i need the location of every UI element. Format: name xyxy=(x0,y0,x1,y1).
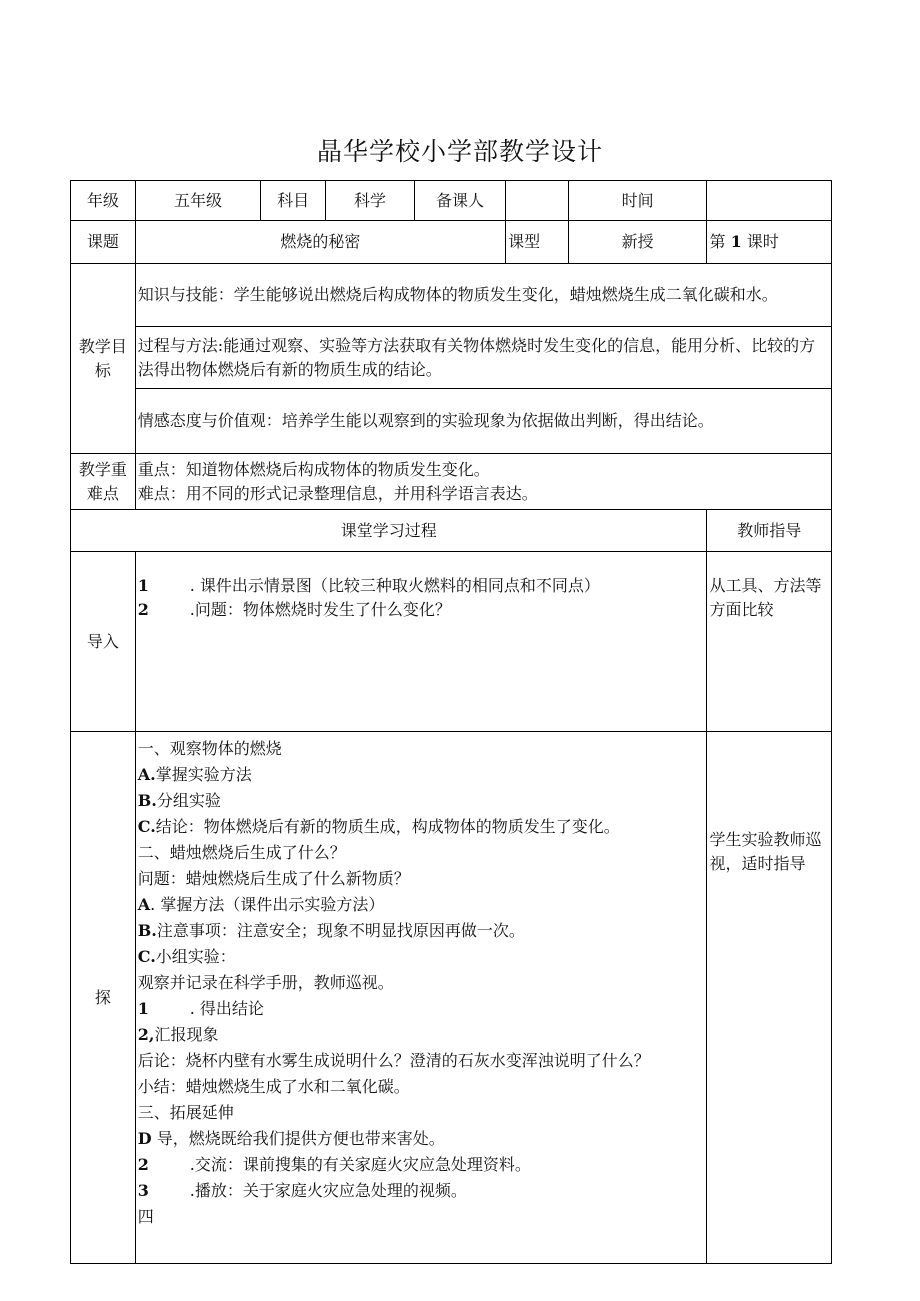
period-prefix: 第 xyxy=(709,232,726,251)
explore-line-text: . 得出结论 xyxy=(189,999,264,1018)
difficult-point: 难点：用不同的形式记录整理信息，并用科学语言表达。 xyxy=(137,483,538,503)
objective-knowledge: 知识与技能：学生能够说出燃烧后构成物体的物质发生变化，蜡烛燃烧生成二氧化碳和水。 xyxy=(137,285,778,305)
explore-line xyxy=(138,788,705,814)
explore-line-marker: B. xyxy=(137,921,157,940)
explore-line-marker: 1 xyxy=(137,999,149,1018)
explore-line-text: 小组实验： xyxy=(155,947,236,966)
explore-line-marker: C. xyxy=(137,947,156,966)
explore-line-text: 三、拓展延伸 xyxy=(137,1103,234,1122)
key-points-label: 教学重难点 xyxy=(71,454,136,510)
explore-line-marker: C. xyxy=(137,817,156,836)
explore-content xyxy=(135,732,707,1264)
explore-line-text: 二、蜡烛燃烧后生成了什么？ xyxy=(137,843,346,862)
explore-line-marker: 2 xyxy=(137,1155,149,1174)
explore-line-text: 分组实验 xyxy=(156,791,221,810)
lesson-plan-table xyxy=(70,180,832,1264)
explore-line-text: 掌握实验方法 xyxy=(155,765,252,784)
intro-text: .问题：物体燃烧时发生了什么变化？ xyxy=(189,600,451,619)
explore-guide: 学生实验教师巡视，适时指导 xyxy=(707,732,832,1264)
explore-line-text: 结论：物体燃烧后有新的物质生成，构成物体的物质发生了变化。 xyxy=(155,817,620,836)
explore-line-text: 汇报现象 xyxy=(154,1025,219,1044)
grade-value: 五年级 xyxy=(135,181,260,221)
explore-line-text: 四 xyxy=(137,1207,154,1226)
explore-line-marker: 3 xyxy=(137,1181,149,1200)
teacher-label: 备课人 xyxy=(415,181,506,221)
explore-line xyxy=(138,762,705,788)
intro-row xyxy=(71,552,832,732)
process-header-left: 课堂学习过程 xyxy=(71,510,707,552)
explore-line xyxy=(138,1048,705,1074)
explore-label: 探 xyxy=(71,732,136,1264)
topic-label: 课题 xyxy=(71,221,136,264)
explore-line-text: .交流：课前搜集的有关家庭火灾应急处理资料。 xyxy=(189,1155,531,1174)
explore-line xyxy=(138,892,705,918)
explore-line-text: 导，燃烧既给我们提供方便也带来害处。 xyxy=(151,1129,445,1148)
explore-line xyxy=(138,1074,705,1100)
explore-line-text: 观察并记录在科学手册，教师巡视。 xyxy=(137,973,394,992)
intro-text: . 课件出示情景图（比较三种取火燃料的相同点和不同点） xyxy=(189,576,600,595)
explore-line xyxy=(138,1204,705,1230)
period-suffix: 课时 xyxy=(746,232,779,251)
important-point: 重点：知道物体燃烧后构成物体的物质发生变化。 xyxy=(137,459,490,479)
time-value xyxy=(707,181,832,221)
explore-line-marker: A xyxy=(137,895,151,914)
objective-attitude: 情感态度与价值观：培养学生能以观察到的实验现象为依据做出判断，得出结论。 xyxy=(136,389,831,453)
explore-line-marker: A. xyxy=(137,765,156,784)
key-points-row xyxy=(71,454,832,510)
explore-line-text: 后论：烧杯内壁有水雾生成说明什么？澄清的石灰水变浑浊说明了什么？ xyxy=(137,1051,650,1070)
explore-line xyxy=(138,996,705,1022)
objective-process: 过程与方法:能通过观察、实验等方法获取有关物体燃烧时发生变化的信息，能用分析、比较的方法得出物体燃烧后有新的物质生成的结论。 xyxy=(136,327,831,389)
intro-guide: 从工具、方法等方面比较 xyxy=(707,552,832,732)
intro-num: 2 xyxy=(137,600,149,619)
type-label: 课型 xyxy=(506,221,569,264)
key-points-cell xyxy=(135,454,831,510)
explore-line xyxy=(138,814,705,840)
objectives-list xyxy=(136,265,831,453)
type-value: 新授 xyxy=(568,221,707,264)
page-title: 晶华学校小学部教学设计 xyxy=(316,137,603,166)
objectives-label: 教学目标 xyxy=(71,264,136,454)
period-cell xyxy=(707,221,832,264)
explore-row xyxy=(71,732,832,1264)
process-header-right: 教师指导 xyxy=(707,510,832,552)
explore-line-text: 一、观察物体的燃烧 xyxy=(137,739,282,758)
explore-line-marker: B. xyxy=(137,791,157,810)
explore-line-text: .播放：关于家庭火灾应急处理的视频。 xyxy=(189,1181,467,1200)
intro-num: 1 xyxy=(137,576,149,595)
explore-line-text: 小结：蜡烛燃烧生成了水和二氧化碳。 xyxy=(137,1077,410,1096)
explore-line xyxy=(138,1152,705,1178)
explore-line xyxy=(138,944,705,970)
explore-line xyxy=(138,970,705,996)
intro-label: 导入 xyxy=(71,552,136,732)
explore-line xyxy=(138,840,705,866)
explore-line xyxy=(138,918,705,944)
subject-value: 科学 xyxy=(325,181,414,221)
explore-line xyxy=(138,866,705,892)
subject-label: 科目 xyxy=(261,181,326,221)
lesson-row xyxy=(71,221,832,264)
explore-line-marker: D xyxy=(137,1129,152,1148)
grade-label: 年级 xyxy=(71,181,136,221)
teacher-value xyxy=(506,181,569,221)
explore-line xyxy=(138,1100,705,1126)
topic-value: 燃烧的秘密 xyxy=(135,221,505,264)
time-label: 时间 xyxy=(568,181,707,221)
explore-line-text: 问题：蜡烛燃烧后生成了什么新物质？ xyxy=(137,869,410,888)
period-number: 1 xyxy=(730,232,742,251)
objectives-row xyxy=(71,264,832,454)
explore-line-marker: 2, xyxy=(137,1025,155,1044)
explore-line xyxy=(138,1178,705,1204)
intro-line xyxy=(138,598,705,622)
objectives-cell xyxy=(135,264,831,454)
explore-line xyxy=(138,1126,705,1152)
intro-line xyxy=(138,574,705,598)
explore-lines xyxy=(138,736,705,1230)
process-header-row xyxy=(71,510,832,552)
explore-line-text: . 掌握方法（课件出示实验方法） xyxy=(150,895,385,914)
explore-line xyxy=(138,736,705,762)
explore-line-text: 注意事项：注意安全；现象不明显找原因再做一次。 xyxy=(156,921,525,940)
header-row xyxy=(71,181,832,221)
intro-content xyxy=(135,552,707,732)
explore-line xyxy=(138,1022,705,1048)
